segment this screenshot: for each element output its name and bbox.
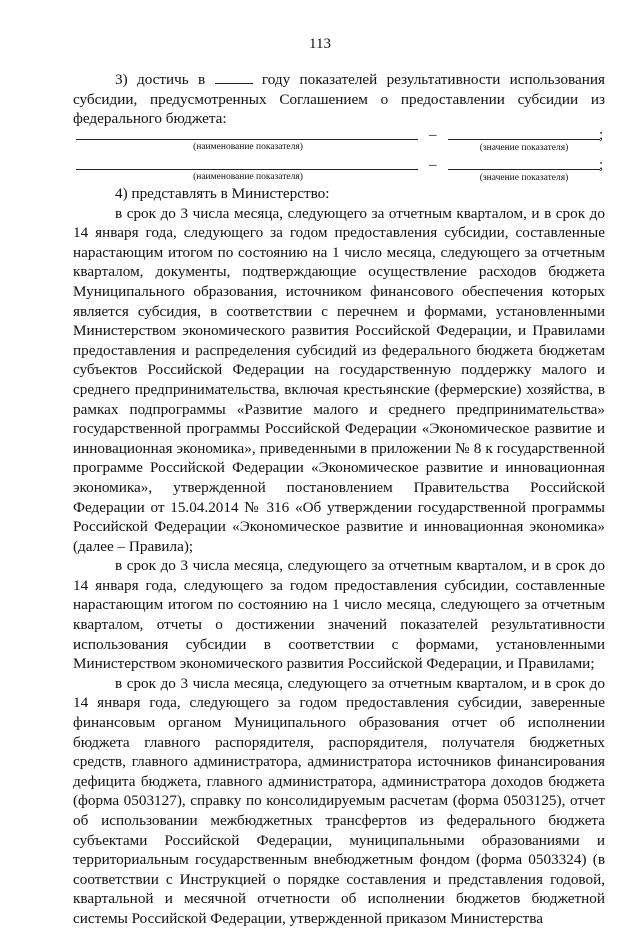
semicolon: ;	[599, 127, 604, 143]
paragraph: в срок до 3 числа месяца, следующего за отчетным кварталом, и в срок до 14 января года, следующего за годом предоставления субсидии, составленные нарастающим итогом по состоянию на 1 число месяца, следующего за отчетным кварталом, документы, подтверждающие осуществление расходов бюджета Муниципального образования, источником финансового обеспечения которых является субсидия, в соответствии с перечнем и формами, установленными Министерством экономического развития Российской Федерации, и Правилами предоставления и распределения субсидий из федерального бюджета бюджетам субъектов Российской Федерации на государственную поддержку малого и среднего предпринимательства, включая крестьянские (фермерские) хозяйства, в рамках подпрограммы «Развитие малого и среднего предпринимательства» государственной программы Российской Федерации «Экономическое развитие и инновационная экономика», приведенными в приложении № 8 к государственной программе Российской Федерации «Экономическое развитие и инновационная экономика», утвержденной постановлением Правительства Российской Федерации от 15.04.2014 № 316 «Об утверждении государственной программы Российской Федерации «Экономическое развитие и инновационная экономика» (далее – Правила);	[73, 204, 605, 555]
indicator-value-caption: (значение показателя)	[479, 143, 569, 153]
main-text	[73, 184, 605, 929]
page-number: 113	[309, 36, 331, 52]
indicator-name-line	[76, 169, 418, 170]
indicator-value-caption: (значение показателя)	[479, 173, 569, 183]
indicator-value-line	[448, 169, 600, 170]
item-4-heading: 4) представлять в Министерство:	[115, 185, 330, 202]
item-3-before-blank: 3) достичь в	[115, 71, 206, 88]
indicator-name-caption: (наименование показателя)	[193, 142, 303, 152]
indicator-fill-row	[73, 127, 605, 157]
item-3-after-blank: году показателей результативности использования субсидии, предусмотренных Соглашением о предоставлении субсидии из федерального бюджета:	[73, 71, 606, 128]
item-3-text	[73, 70, 605, 129]
paragraph: в срок до 3 числа месяца, следующего за отчетным кварталом, и в срок до 14 января года, следующего за годом предоставления субсидии, заверенные финансовым органом Муниципального образования отчет об исполнении бюджета главного распорядителя, распорядителя, получателя бюджетных средств, главного администратора, администратора источников финансирования дефицита бюджета, главного администратора, администратора доходов бюджета (форма 0503127), справку по консолидируемым расчетам (форма 0503125), отчет об использовании межбюджетных трансфертов из федерального бюджета субъектами Российской Федерации, муниципальными образованиями и территориальным государственным внебюджетным фондом (форма 0503324) (в соответствии с Инструкцией о порядке составления и представления годовой, квартальной и месячной отчетности об исполнении бюджетов бюджетной системы Российской Федерации, утвержденной приказом Министерства	[73, 674, 605, 927]
indicator-name-line	[76, 139, 418, 140]
dash: –	[429, 127, 437, 143]
indicator-value-line	[448, 139, 600, 140]
semicolon: ;	[599, 157, 604, 173]
dash: –	[429, 157, 437, 173]
indicator-fill-row	[73, 157, 605, 187]
paragraph: в срок до 3 числа месяца, следующего за отчетным кварталом, и в срок до 14 января года, следующего за годом предоставления субсидии, составленные нарастающим итогом по состоянию на 1 число месяца, следующего за отчетным кварталом, отчеты о достижении значений показателей результативности использования субсидии в соответствии с формами, установленными Министерством экономического развития Российской Федерации, и Правилами;	[73, 557, 605, 673]
item-3-paragraph	[73, 70, 605, 129]
year-blank-field	[215, 71, 253, 84]
indicator-name-caption: (наименование показателя)	[193, 172, 303, 182]
